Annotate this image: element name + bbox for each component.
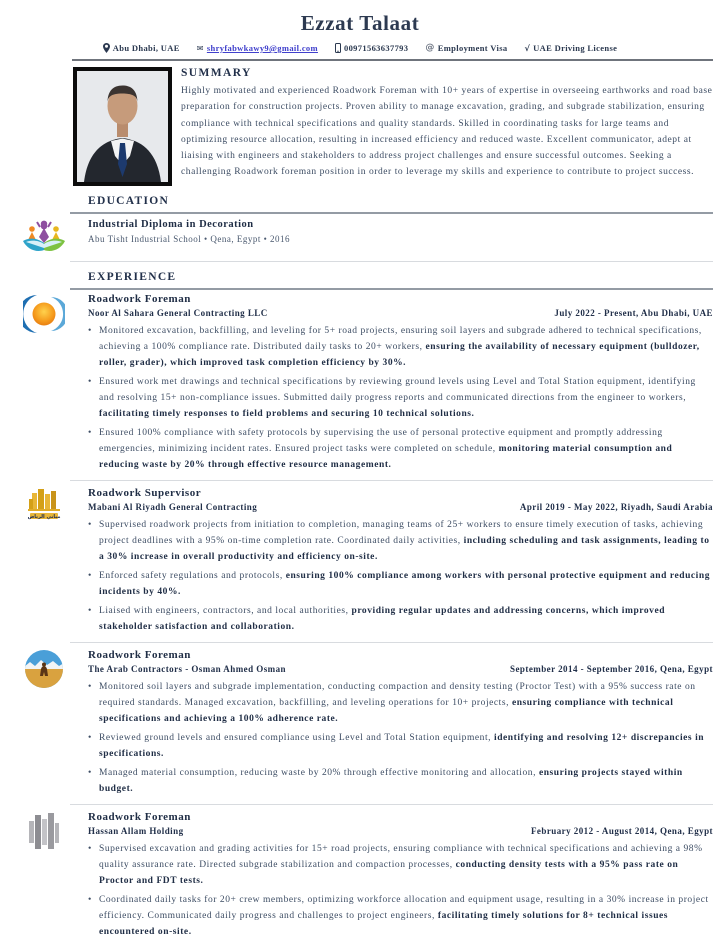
job-content bbox=[88, 484, 720, 638]
bullet-item: • Liaised with engineers, contractors, and local authorities, providing regular updates and addressing concerns, which improved stakeholder satisfaction and collaboration. bbox=[88, 603, 713, 635]
bullet-dot: • bbox=[88, 326, 92, 336]
job-entry bbox=[0, 646, 720, 800]
experience-header bbox=[70, 267, 713, 290]
job-company: Mabani Al Riyadh General Contracting bbox=[88, 502, 258, 512]
school-details: Abu Tisht Industrial School • Qena, Egypt • 2016 bbox=[88, 234, 291, 244]
profile-photo bbox=[73, 67, 172, 186]
bullet-item: • Managed material consumption, reducing waste by 20% through effective monitoring and allocation, ensuring projects stayed within budget. bbox=[88, 765, 713, 797]
job-content bbox=[88, 646, 720, 800]
job-logo-gutter bbox=[0, 290, 88, 476]
job-bullets bbox=[88, 323, 713, 473]
education-entry bbox=[0, 214, 720, 257]
bullet-item: • Supervised roadwork projects from initiation to completion, managing teams of 25+ workers to ensure timely execution of tasks, achieving project deadlines with a 95% on-time completion rate. Coordinated daily activities, including scheduling and task assignments, leading to a 30% increase in overall productivity and efficiency on-site. bbox=[88, 517, 713, 565]
contact-visa: @ Employment Visa bbox=[425, 43, 508, 53]
job-logo-gutter bbox=[0, 484, 88, 638]
location-pin-icon bbox=[103, 43, 110, 53]
job-company: Hassan Allam Holding bbox=[88, 826, 184, 836]
bullet-dot: • bbox=[88, 733, 92, 743]
check-icon: √ bbox=[524, 43, 531, 53]
job-entry bbox=[0, 290, 720, 476]
job-bullets bbox=[88, 679, 713, 797]
bullet-dot: • bbox=[88, 768, 92, 778]
arab-contractors-logo bbox=[24, 649, 64, 800]
degree-title: Industrial Diploma in Decoration bbox=[88, 219, 254, 230]
bullet-item: • Monitored soil layers and subgrade implementation, conducting compaction and density testing (Proctor Test) with a 95% success rate on required standards. Managed excavation, backfilling, and leveling operations for 10+ projects, ensuring compliance with technical specifications and achieving a 100% adherence rate. bbox=[88, 679, 713, 727]
job-bullets bbox=[88, 517, 713, 635]
mobile-phone-icon bbox=[335, 43, 341, 53]
job-role: Roadwork Supervisor bbox=[88, 487, 202, 499]
at-icon: @ bbox=[425, 43, 435, 53]
job-role: Roadwork Foreman bbox=[88, 293, 191, 305]
experience-title: EXPERIENCE bbox=[88, 271, 177, 283]
job-separator bbox=[70, 642, 713, 643]
page-title: Ezzat Talaat bbox=[300, 11, 420, 35]
job-meta bbox=[88, 664, 713, 675]
bullet-item: • Supervised excavation and grading activities for 15+ road projects, ensuring compliance with technical specifications and achieving a 98% quality assurance rate. Directed subgrade stabilization and compaction processes, conducting density tests with a 95% pass rate on Proctor and FDT tests. bbox=[88, 841, 713, 889]
job-separator bbox=[70, 480, 713, 481]
bullet-item: • Reviewed ground levels and ensured compliance using Level and Total Station equipment, identifying and resolving 12+ discrepancies in specifications. bbox=[88, 730, 713, 762]
bullet-dot: • bbox=[88, 844, 92, 854]
contact-location: Abu Dhabi, UAE bbox=[103, 43, 180, 53]
hassan-allam-logo bbox=[27, 811, 61, 943]
job-logo-gutter bbox=[0, 808, 88, 943]
job-date: July 2022 - Present, Abu Dhabi, UAE bbox=[554, 308, 713, 318]
contact-phone: 00971563637793 bbox=[335, 43, 408, 53]
education-content bbox=[88, 214, 720, 257]
job-meta bbox=[88, 308, 713, 319]
contact-email bbox=[197, 43, 318, 53]
noor-al-sahara-logo bbox=[23, 293, 65, 476]
bullet-dot: • bbox=[88, 571, 92, 581]
contact-row bbox=[0, 43, 720, 53]
job-content bbox=[88, 290, 720, 476]
job-separator bbox=[70, 804, 713, 805]
bullet-dot: • bbox=[88, 606, 92, 616]
job-bullets bbox=[88, 841, 713, 940]
bullet-dot: • bbox=[88, 682, 92, 692]
contact-license: √ UAE Driving License bbox=[524, 43, 618, 53]
bullet-item: • Coordinated daily tasks for 20+ crew members, optimizing workforce allocation and equipment usage, resulting in a 30% increase in project efficiency. Communicated daily progress and challenges to project engineers, facilitating timely solutions for 8+ technical issues encountered on-site. bbox=[88, 892, 713, 940]
summary-section bbox=[73, 67, 713, 186]
job-date: September 2014 - September 2016, Qena, Egypt bbox=[510, 664, 713, 674]
job-role: Roadwork Foreman bbox=[88, 811, 191, 823]
job-meta bbox=[88, 502, 713, 513]
summary-title: SUMMARY bbox=[181, 67, 252, 79]
bullet-item: • Monitored excavation, backfilling, and leveling for 5+ road projects, ensuring soil layers and subgrade adhered to technical specifications, achieving a 100% compliance rate. Distributed daily tasks to 20+ workers, ensuring the availability of necessary equipment (bulldozer, roller, grader), which improved task completion efficiency by 30%. bbox=[88, 323, 713, 371]
svg-text:مباني الرياض: مباني الرياض bbox=[27, 514, 61, 520]
job-meta bbox=[88, 826, 713, 837]
school-logo bbox=[21, 217, 67, 257]
section-separator bbox=[70, 261, 713, 262]
job-logo-gutter bbox=[0, 646, 88, 800]
summary-content bbox=[181, 67, 713, 186]
bullet-dot: • bbox=[88, 377, 92, 387]
education-header bbox=[70, 191, 713, 214]
bullet-item: • Enforced safety regulations and protocols, ensuring 100% compliance among workers with personal protective equipment and reducing incidents by 40%. bbox=[88, 568, 713, 600]
job-date: April 2019 - May 2022, Riyadh, Saudi Arabia bbox=[519, 502, 713, 512]
job-company: The Arab Contractors - Osman Ahmed Osman bbox=[88, 664, 287, 674]
bullet-dot: • bbox=[88, 895, 92, 905]
education-logo-gutter bbox=[0, 214, 88, 257]
job-role: Roadwork Foreman bbox=[88, 649, 191, 661]
mabani-al-riyadh-logo bbox=[24, 487, 64, 638]
email-icon: ✉ bbox=[196, 43, 204, 53]
job-content bbox=[88, 808, 720, 943]
bullet-dot: • bbox=[88, 428, 92, 438]
job-date: February 2012 - August 2014, Qena, Egypt bbox=[530, 826, 713, 836]
bullet-dot: • bbox=[88, 520, 92, 530]
job-company: Noor Al Sahara General Contracting LLC bbox=[88, 308, 268, 318]
bullet-item: • Ensured work met drawings and technical specifications by reviewing ground levels using Level and Total Station equipment, identifying and resolving 15+ non-compliance issues. Submitted daily progress reports and communicated directions from the engineer to workers, facilitating timely responses to field problems and securing 10 technical solutions. bbox=[88, 374, 713, 422]
job-entry bbox=[0, 808, 720, 943]
header-divider bbox=[72, 59, 713, 61]
job-entry bbox=[0, 484, 720, 638]
bullet-item: • Ensured 100% compliance with safety protocols by supervising the use of personal protective equipment and promptly addressing emergencies, minimizing incident rates. Ensured project tasks were completed on schedule, monitoring material consumption and reducing waste by 20% through effective resource management. bbox=[88, 425, 713, 473]
education-title: EDUCATION bbox=[88, 195, 170, 207]
email-link[interactable]: shryfabwkawy9@gmail.com bbox=[206, 43, 318, 53]
summary-text: Highly motivated and experienced Roadwork Foreman with 10+ years of expertise in overseeing earthworks and road base preparation for construction projects. Proven ability to manage excavation, grading, and subgrade stabilization, ensuring compliance with technical specifications and quality standards. Skilled in coordinating tasks for large teams and optimizing resource allocation, resulting in increased efficiency and reduced waste. Excellent communicator, adept at liaising with engineers and stakeholders to address project challenges and ensure successful outcomes. Seeking a challenging Roadwork foreman position in order to leverage my skills and experience to contribute to project success. bbox=[181, 86, 713, 178]
